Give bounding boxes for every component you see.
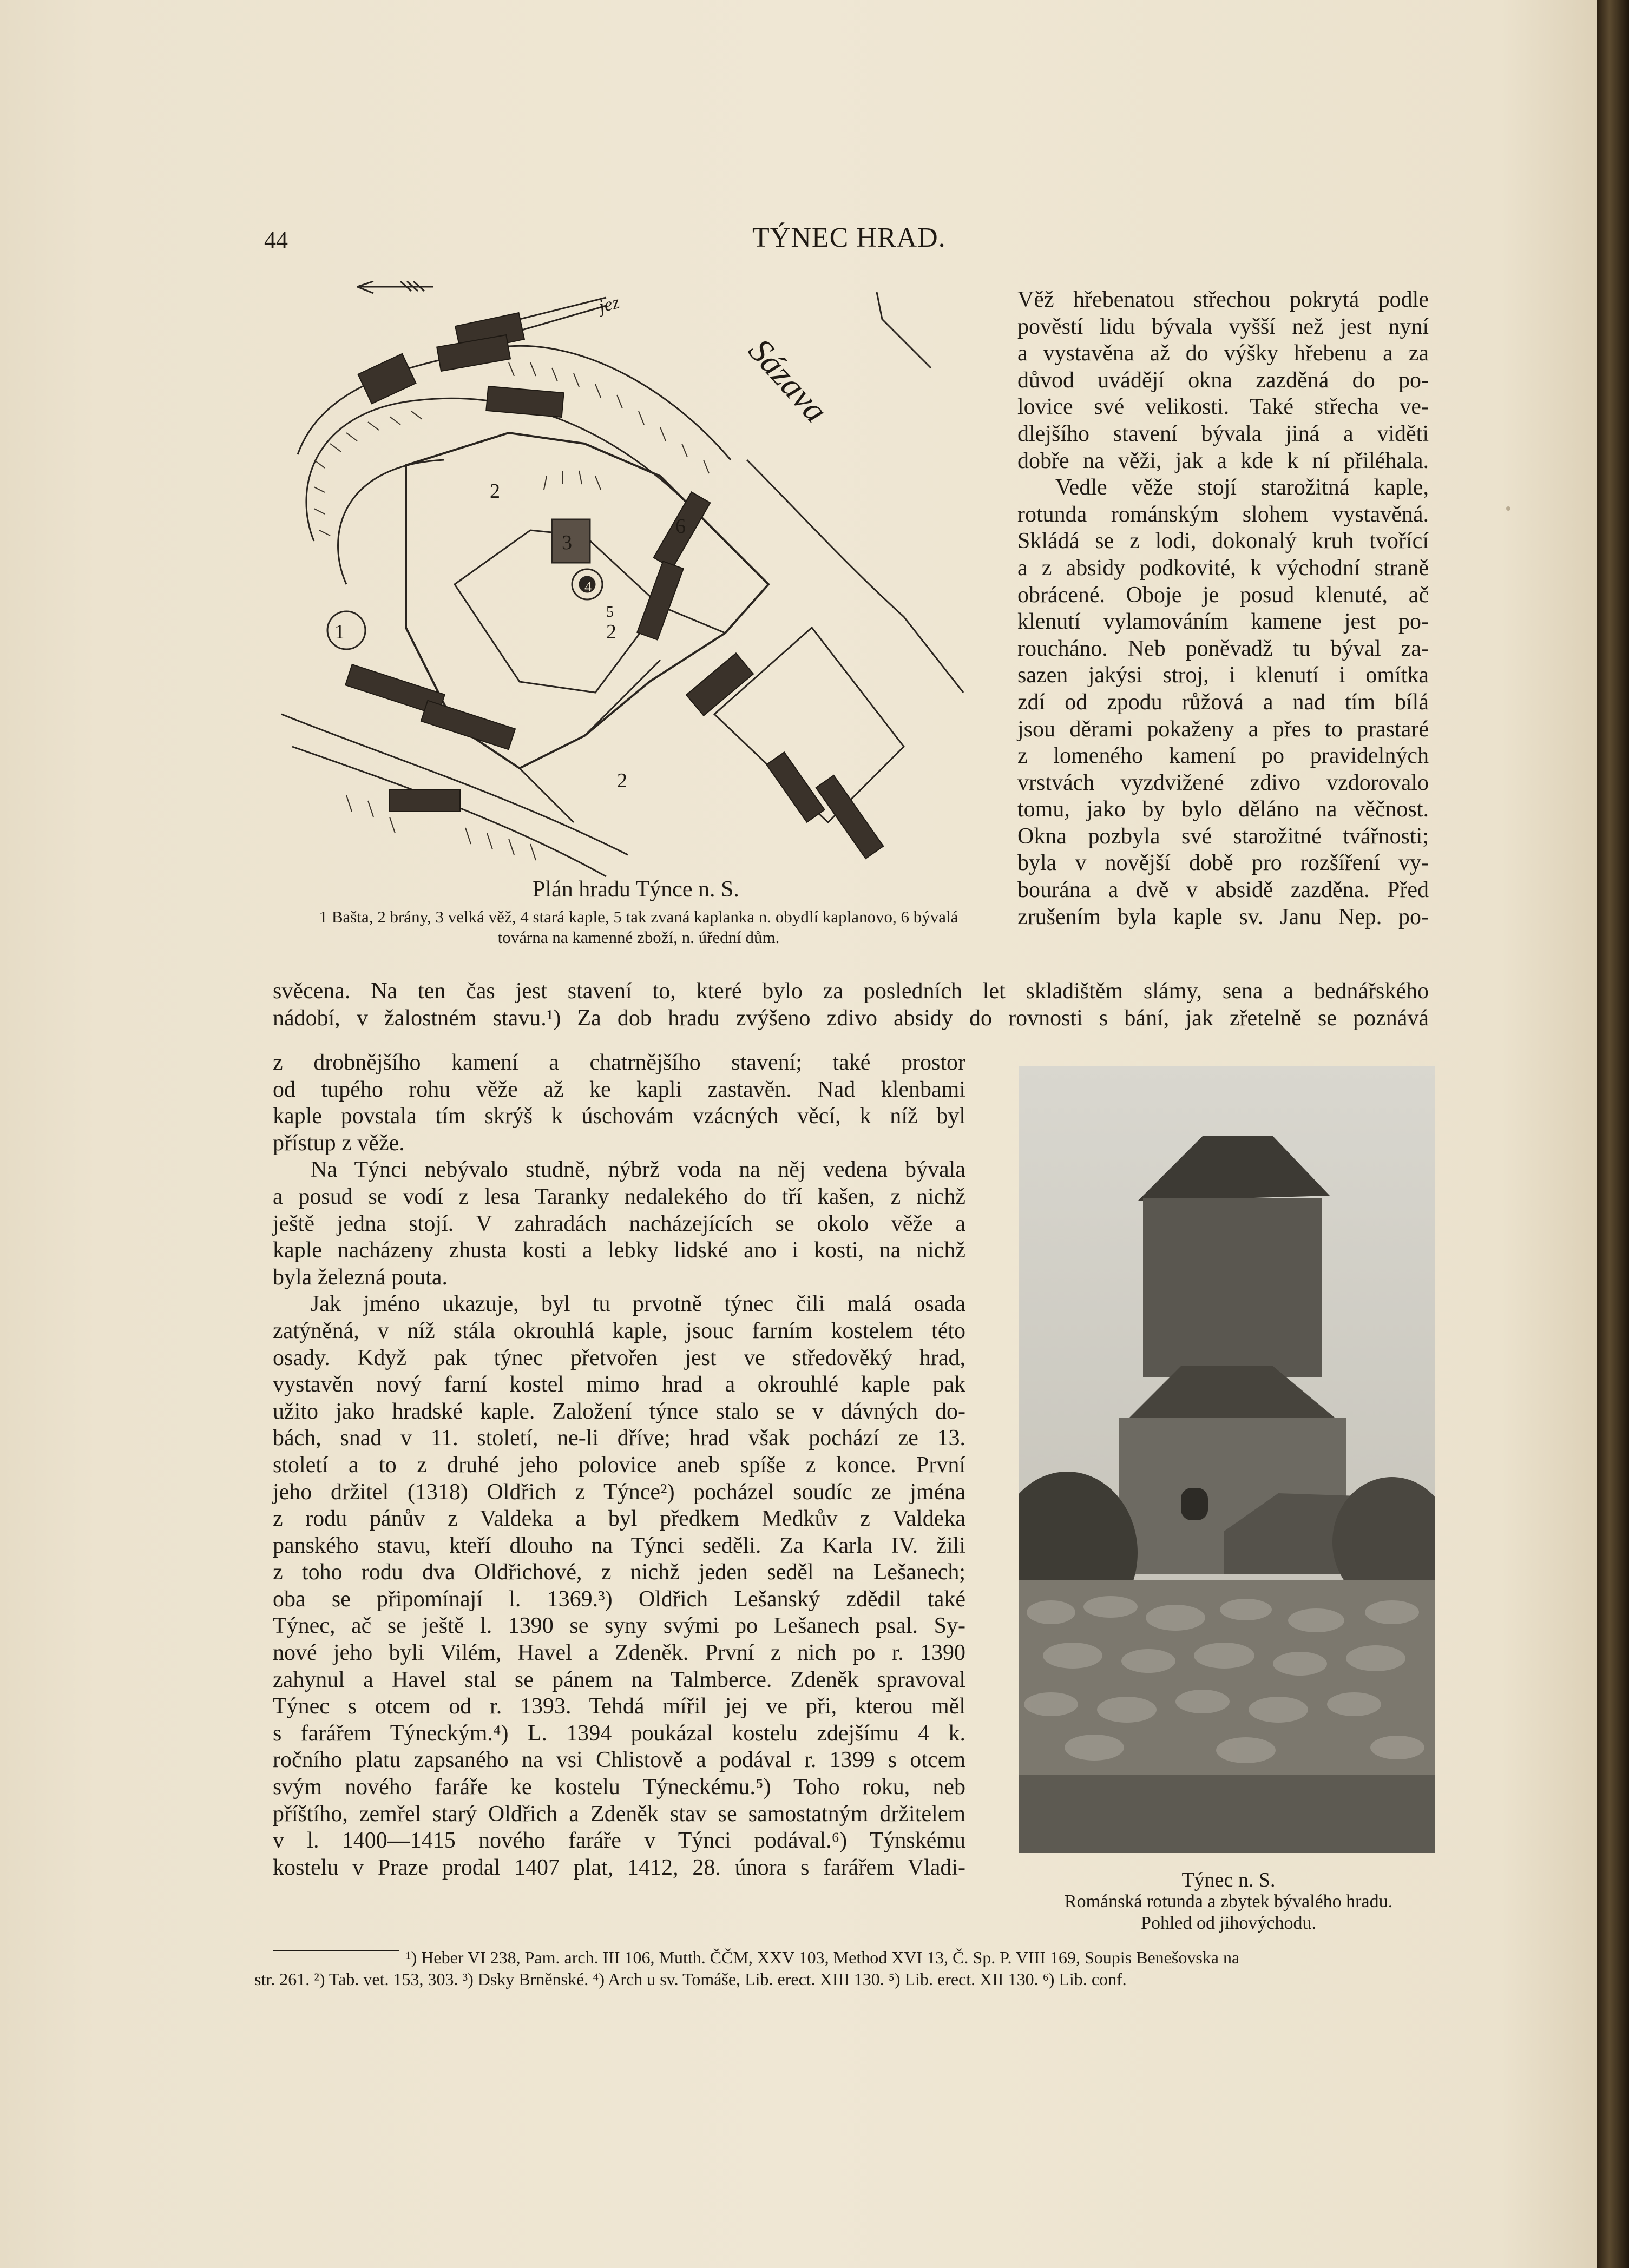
text-line: byla železná pouta. [273,1264,448,1290]
footnotes [254,1947,1429,1990]
text-line: svým nového faráře ke kostelu Týneckému.⁵) Toho roku, neb [273,1775,965,1800]
photo-caption [974,1869,1483,1934]
north-arrow-icon [357,281,433,293]
page-number: 44 [264,227,288,253]
text-line: Věž hřebenatou střechou pokrytá podle [1017,287,1429,312]
text-line: Skládá se z lodi, dokonalý kruh tvořící [1017,529,1429,554]
map-label-3: 3 [562,531,572,554]
text-line: Vedle věže stojí starožitná kaple, [1055,475,1429,500]
text-line: vrstvách vyzdvižené zdivo vzdorovalo [1017,770,1429,795]
text-line: Týnec s otcem od r. 1393. Tehdá mířil jej ve při, kterou měl [273,1694,965,1719]
text-line: dlejšího stavení bývala jiná a viděti [1017,421,1429,446]
book-spine [1597,0,1629,2268]
paper-spot [1506,506,1510,511]
text-line: užito jako hradské kaple. Založení týnce stalo se v dávných do- [273,1399,965,1424]
weir-label: jez [596,292,622,317]
text-line: bách, snad v 11. století, ne-li dříve; hrad však pochází ze 13. [273,1426,965,1451]
text-line: v l. 1400—1415 nového faráře v Týnci podával.⁶) Týnskému [273,1828,965,1854]
text-line: roucháno. Neb poněvadž tu býval za- [1017,636,1429,661]
left-column-text [273,1050,965,1881]
castle-plan-map [281,281,990,885]
text-line: byla v novější době pro rozšíření vy- [1017,850,1429,876]
text-line: důvod uvádějí okna zazděná do po- [1017,367,1429,393]
map-label-2b: 2 [606,621,616,643]
text-line: rotunda románským slohem vystavěná. [1017,502,1429,527]
right-column-text [1017,287,1429,931]
text-line: bourána a dvě v absidě zazděna. Před [1017,878,1429,903]
text-line: přístup z věže. [273,1130,405,1156]
river-label: Sázava [741,331,836,430]
footnote-line: ¹) Heber VI 238, Pam. arch. III 106, Mutth. ČČM, XXV 103, Method XVI 13, Č. Sp. P. VIII 169, Soupis Benešovska na [406,1948,1240,1967]
text-line: zatýněná, v níž stála okrouhlá kaple, jsouc farním kostelem této [273,1318,965,1343]
map-caption-text: 1 Bašta, 2 brány, 3 velká věž, 4 stará kaple, 5 tak zvaná kaplanka n. obydlí kaplanovo, 6 bývalá továrna na kamenné zboží, n. úřední dům. [319,907,958,947]
text-line: zrušením byla kaple sv. Janu Nep. po- [1017,904,1429,929]
text-line: Týnec, ač se ještě l. 1390 se syny svými po Lešanech psal. Sy- [273,1613,965,1639]
map-caption-title: Plán hradu Týnce n. S. [533,877,739,902]
full-width-text [273,978,1429,1032]
text-line: kaple povstala tím skrýš k úschovám vzácných věcí, k níž byl [273,1104,965,1129]
text-line: zdí od zpodu růžová a nad tím bílá [1017,689,1429,715]
text-line: s farářem Týneckým.⁴) L. 1394 poukázal kostelu zdejšímu 4 k. [273,1720,965,1746]
text-line: ještě jedna stojí. V zahradách nacházejících se okolo věže a [273,1211,965,1236]
text-line: jeho držitel (1318) Oldřich z Týnce²) pocházel soudíc ze jména [273,1479,965,1505]
map-label-5: 5 [606,604,614,621]
text-line: kostelu v Praze prodal 1407 plat, 1412, 28. února s farářem Vladi- [273,1855,965,1880]
text-line: od tupého rohu věže až ke kapli zastavěn. Nad klenbami [273,1077,965,1102]
text-line: dobře na věži, jak a kde k ní přiléhala. [1017,448,1429,473]
text-line: z drobnějšího kamení a chatrnějšího stavení; také prostor [273,1050,965,1075]
text-line: sazen jakýsi stroj, i klenutí i omítka [1017,663,1429,688]
text-line: z toho rodu dva Oldřichové, z nichž jeden seděl na Lešanech; [273,1560,965,1585]
text-line: lovice své velikosti. Také střecha ve- [1017,394,1429,420]
text-line: z lomeného kamení po pravidelných [1017,743,1429,769]
text-line: obrácené. Oboje je posud klenuté, ač [1017,582,1429,608]
text-line: a z absidy podkovité, k východní straně [1017,555,1429,581]
map-label-1: 1 [334,621,345,643]
text-line: osady. Když pak týnec přetvořen jest ve středověký hrad, [273,1345,965,1370]
text-line: ročního platu zapsaného na vsi Chlistově a podával r. 1399 s otcem [273,1748,965,1773]
text-line: svěcena. Na ten čas jest stavení to, které bylo za posledních let skladištěm slámy, sena a bednářského [273,979,1429,1004]
footnote-line: str. 261. ²) Tab. vet. 153, 303. ³) Dsky Brněnské. ⁴) Arch u sv. Tomáše, Lib. erect. XIII 130. ⁵) Lib. erect. XII 130. ⁶) Lib. conf. [254,1969,1127,1989]
text-line: a posud se vodí z lesa Taranky nedalekého do tří kašen, z nichž [273,1184,965,1209]
map-label-2c: 2 [617,769,627,792]
text-line: kaple nacházeny zhusta kosti a lebky lidské ano i kosti, na nichž [273,1238,965,1263]
photo-caption-title: Týnec n. S. [1181,1869,1276,1891]
text-line: pověstí lidu bývala vyšší než jest nyní [1017,314,1429,339]
text-line: klenutí vylamováním kamene jest po- [1017,609,1429,635]
text-line: tomu, jako by bylo děláno na věčnost. [1017,797,1429,822]
text-line: příštího, zemřel starý Oldřich a Zdeněk stav se samostatným držitelem [273,1801,965,1827]
rotunda-photo [1019,1066,1435,1853]
text-line: zahynul a Havel stal se pánem na Talmberce. Zdeněk spravoval [273,1667,965,1692]
text-line: panského stavu, kteří dlouho na Týnci seděli. Za Karla IV. žili [273,1533,965,1558]
map-label-6: 6 [675,515,686,538]
map-label-4: 4 [584,579,592,595]
text-line: vystavěn nový farní kostel mimo hrad a okrouhlé kaple pak [273,1372,965,1397]
text-line: jsou děrami pokaženy a přes to prastaré [1017,716,1429,742]
text-line: Jak jméno ukazuje, byl tu prvotně týnec čili malá osada [311,1291,965,1317]
text-line: století a to z druhé jeho polovice aneb spíše z konce. První [273,1452,965,1478]
text-line: Okna pozbyla své starožitné tvářnosti; [1017,823,1429,849]
text-line: oba se připomínají l. 1369.³) Oldřich Lešanský zdědil také [273,1586,965,1612]
photo-caption-line: Pohled od jihovýchodu. [1141,1913,1316,1933]
text-line: Na Týnci nebývalo studně, nýbrž voda na něj vedena bývala [311,1157,965,1183]
text-line: z rodu pánův z Valdeka a byl předkem Medkův z Valdeka [273,1506,965,1532]
running-title: TÝNEC HRAD. [752,222,946,253]
map-label-2a: 2 [490,480,500,503]
text-line: a vystavěna až do výšky hřebenu a za [1017,341,1429,366]
photo-caption-line: Románská rotunda a zbytek bývalého hradu. [1064,1891,1393,1911]
text-line: nádobí, v žalostném stavu.¹) Za dob hradu zvýšeno zdivo absidy do rovnosti s bání, jak zřetelně se poznává [273,1005,1429,1031]
text-line: nové jeho byli Vilém, Havel a Zdeněk. První z nich po r. 1390 [273,1640,965,1666]
